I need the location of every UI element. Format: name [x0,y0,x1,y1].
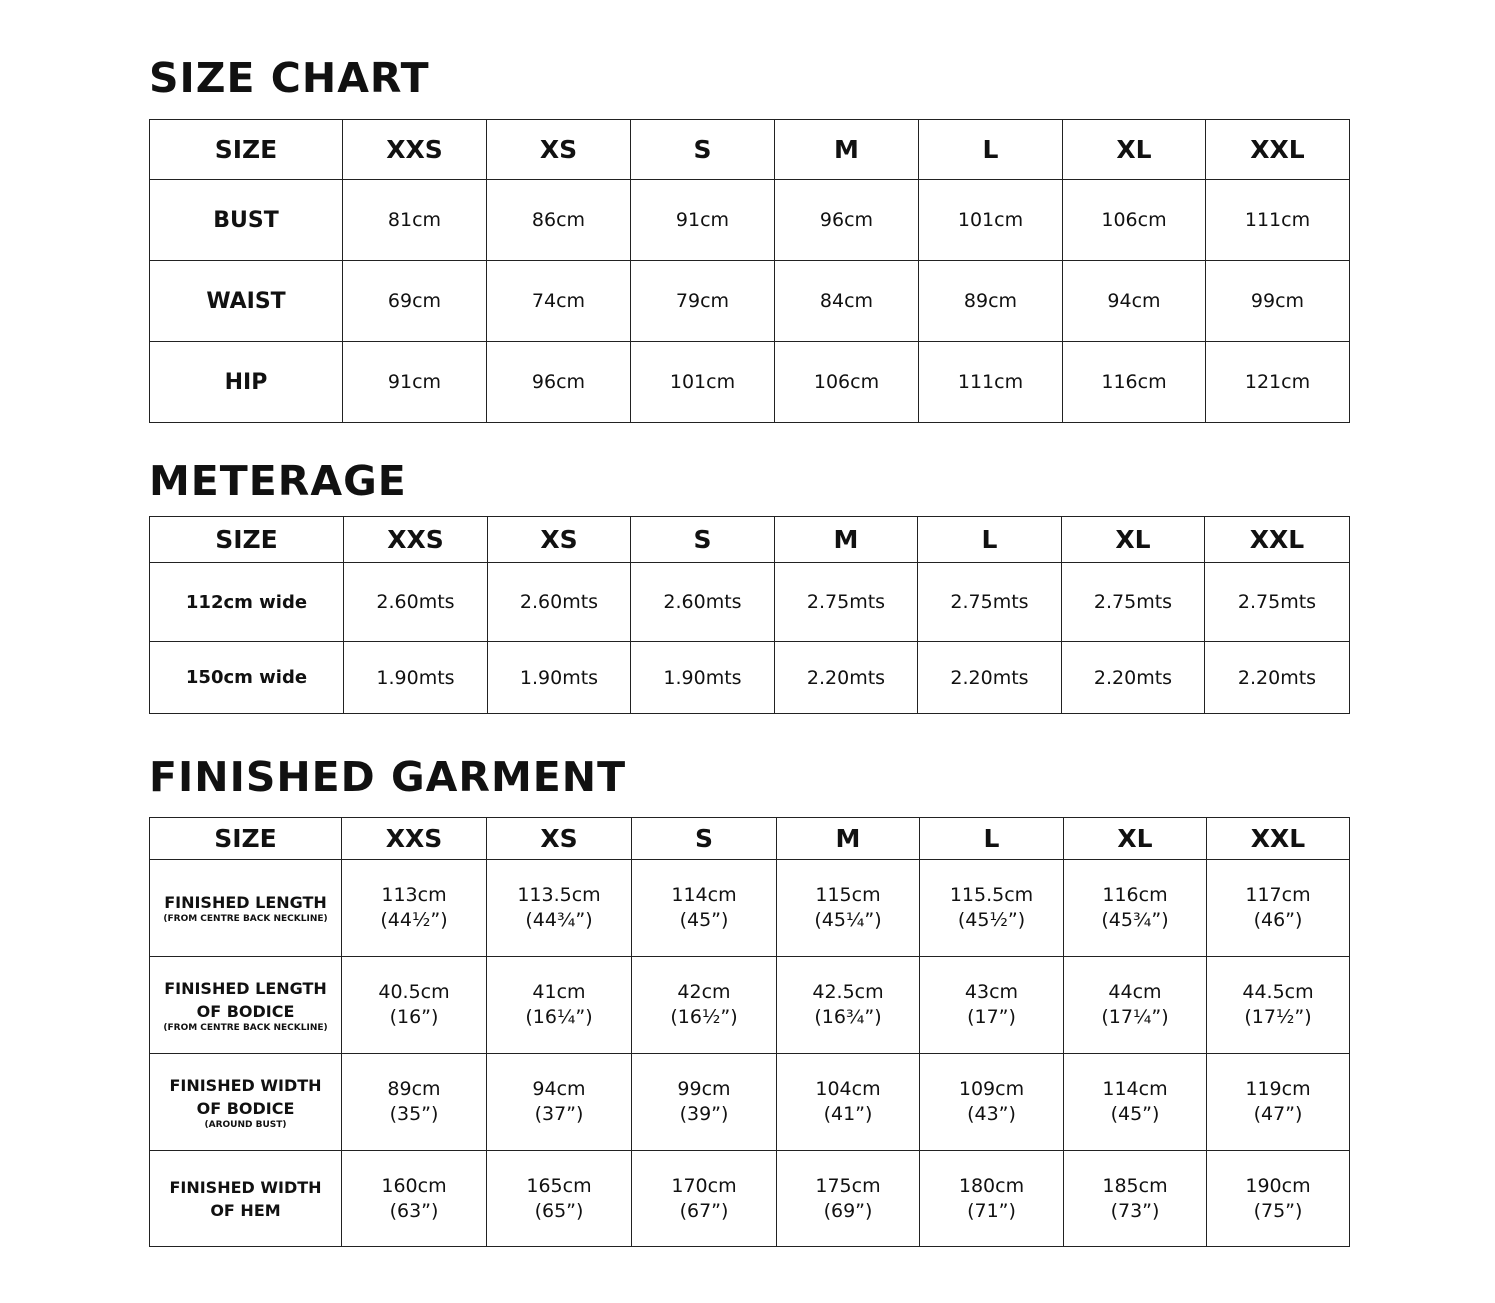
cell: 2.60mts [488,563,631,642]
header-xl: XL [1064,818,1207,860]
cm-value: 109cm [958,1078,1025,1100]
row-label-waist: WAIST [150,261,343,342]
cell: 91cm [631,180,775,261]
header-xxl: XXL [1206,120,1350,180]
inch-value: (45”) [1110,1103,1160,1125]
cell: 91cm [343,342,487,423]
cell: 106cm [1063,180,1206,261]
cell: 79cm [631,261,775,342]
cell: 121cm [1206,342,1350,423]
header-s: S [631,120,775,180]
cell [487,1054,632,1151]
cm-value: 117cm [1245,884,1311,906]
cell: 81cm [343,180,487,261]
cell: 2.20mts [1205,642,1350,714]
size-chart-table [149,119,1350,423]
cell: 2.60mts [344,563,488,642]
cell [920,1054,1064,1151]
cell: 84cm [775,261,919,342]
table-row [150,642,1350,714]
cell [1064,957,1207,1054]
cell: 1.90mts [488,642,631,714]
inch-value: (63”) [389,1199,439,1222]
size-chart-header-row [150,120,1350,180]
inch-value: (65”) [534,1199,584,1222]
header-l: L [919,120,1063,180]
inch-value: (45¾”) [1101,909,1169,931]
cm-value: 42cm [677,981,731,1003]
inch-value: (45¼”) [814,909,882,931]
inch-value: (43”) [967,1103,1016,1125]
cell: 2.75mts [1062,563,1205,642]
header-m: M [777,818,920,860]
cell [632,1151,777,1247]
row-label-112cm-wide: 112cm wide [150,563,344,642]
cm-value: 114cm [671,884,737,906]
inch-value: (16½”) [670,1006,738,1028]
cell [1064,860,1207,957]
cm-value: 44.5cm [1242,981,1314,1003]
row-label-line: FINISHED LENGTH [164,893,327,912]
cm-value: 114cm [1102,1078,1168,1100]
row-label-line: OF BODICE [196,1001,295,1021]
cm-value: 175cm [815,1174,881,1197]
header-xl: XL [1062,517,1205,563]
cm-value: 115.5cm [949,884,1034,906]
cell: 106cm [775,342,919,423]
cell: 111cm [1206,180,1350,261]
cell: 111cm [919,342,1063,423]
row-label-note: (FROM CENTRE BACK NECKLINE) [163,914,328,924]
row-label-hip: HIP [150,342,343,423]
cell [342,1054,487,1151]
cm-value: 170cm [671,1174,737,1197]
row-label-finished-width-of-hem [150,1151,342,1247]
cell [1207,1054,1350,1151]
cell: 96cm [775,180,919,261]
cm-value: 160cm [381,1174,447,1197]
inch-value: (47”) [1253,1103,1303,1125]
cm-value: 116cm [1102,884,1168,906]
row-label-line: FINISHED WIDTH [169,1177,322,1197]
table-row [150,180,1350,261]
header-xs: XS [488,517,631,563]
meterage-header-row [150,517,1350,563]
cell [920,860,1064,957]
finished-garment-header-row [150,818,1350,860]
cm-value: 43cm [964,981,1019,1003]
cell: 1.90mts [344,642,488,714]
cell [777,1151,920,1247]
cell: 86cm [487,180,631,261]
cell: 96cm [487,342,631,423]
cell [1207,1151,1350,1247]
header-l: L [918,517,1062,563]
cm-value: 40.5cm [378,981,450,1003]
cm-value: 190cm [1245,1174,1311,1197]
inch-value: (45”) [679,909,729,931]
table-row [150,860,1350,957]
cell: 2.20mts [1062,642,1205,714]
cell [487,1151,632,1247]
cell [487,860,632,957]
cell: 89cm [919,261,1063,342]
row-label-line: OF HEM [210,1200,281,1220]
cell: 2.75mts [918,563,1062,642]
inch-value: (46”) [1253,909,1303,931]
cell [777,860,920,957]
cell [632,860,777,957]
finished-garment-title: FINISHED GARMENT [149,753,627,801]
table-row [150,1151,1350,1247]
table-row [150,261,1350,342]
row-label-line: FINISHED LENGTH [164,978,327,998]
header-xs: XS [487,120,631,180]
cell [1207,957,1350,1054]
cm-value: 99cm [677,1078,731,1100]
cell: 2.75mts [775,563,918,642]
inch-value: (16¼”) [525,1006,593,1028]
cm-value: 94cm [532,1078,586,1100]
cell [632,957,777,1054]
inch-value: (71”) [967,1199,1016,1222]
cell: 2.20mts [775,642,918,714]
cell [1064,1054,1207,1151]
inch-value: (17¼”) [1101,1006,1169,1028]
cell [342,860,487,957]
header-xxl: XXL [1205,517,1350,563]
header-xxs: XXS [343,120,487,180]
row-label-line: FINISHED WIDTH [169,1075,322,1095]
inch-value: (16¾”) [814,1006,882,1028]
cm-value: 119cm [1245,1078,1311,1100]
cell [920,957,1064,1054]
cm-value: 185cm [1102,1174,1168,1197]
cell [777,957,920,1054]
cm-value: 165cm [526,1174,592,1197]
row-label-bust: BUST [150,180,343,261]
cell [920,1151,1064,1247]
cell: 2.60mts [631,563,775,642]
cell [777,1054,920,1151]
meterage-title: METERAGE [149,457,407,505]
inch-value: (39”) [679,1103,729,1125]
row-label-150cm-wide: 150cm wide [150,642,344,714]
table-row [150,563,1350,642]
inch-value: (69”) [823,1199,873,1222]
row-label-finished-length-of-bodice [150,957,342,1054]
row-label-note: (FROM CENTRE BACK NECKLINE) [163,1022,328,1033]
inch-value: (41”) [823,1103,873,1125]
header-size: SIZE [150,517,344,563]
finished-garment-table [149,817,1350,1247]
cm-value: 180cm [958,1174,1025,1197]
cell: 69cm [343,261,487,342]
header-m: M [775,120,919,180]
table-row [150,342,1350,423]
inch-value: (44¾”) [525,909,593,931]
inch-value: (44½”) [380,909,448,931]
cm-value: 41cm [532,981,586,1003]
inch-value: (16”) [389,1006,439,1028]
inch-value: (67”) [679,1199,729,1222]
header-size: SIZE [150,818,342,860]
inch-value: (17½”) [1244,1006,1312,1028]
cm-value: 42.5cm [812,981,884,1003]
inch-value: (35”) [389,1103,439,1125]
cell: 2.20mts [918,642,1062,714]
size-chart-title: SIZE CHART [149,54,430,102]
cell: 101cm [919,180,1063,261]
inch-value: (75”) [1253,1199,1303,1222]
header-l: L [920,818,1064,860]
cell [487,957,632,1054]
cm-value: 115cm [815,884,881,906]
cm-value: 89cm [387,1078,441,1100]
header-xl: XL [1063,120,1206,180]
inch-value: (37”) [534,1103,584,1125]
header-s: S [631,517,775,563]
cell [342,957,487,1054]
cell: 101cm [631,342,775,423]
header-size: SIZE [150,120,343,180]
row-label-line: OF BODICE [196,1098,295,1118]
cell: 74cm [487,261,631,342]
cell: 94cm [1063,261,1206,342]
header-xxs: XXS [344,517,488,563]
cell: 116cm [1063,342,1206,423]
row-label-note: (AROUND BUST) [204,1119,287,1130]
cell [1064,1151,1207,1247]
cm-value: 113cm [381,884,447,906]
table-row [150,957,1350,1054]
header-xs: XS [487,818,632,860]
cm-value: 113.5cm [517,884,601,906]
meterage-table [149,516,1350,714]
cell: 99cm [1206,261,1350,342]
header-xxs: XXS [342,818,487,860]
cell [632,1054,777,1151]
cell [1207,860,1350,957]
cell [342,1151,487,1247]
table-row [150,1054,1350,1151]
inch-value: (73”) [1110,1199,1160,1222]
inch-value: (17”) [967,1006,1016,1028]
inch-value: (45½”) [957,909,1026,931]
cm-value: 44cm [1108,981,1162,1003]
header-xxl: XXL [1207,818,1350,860]
cm-value: 104cm [815,1078,881,1100]
cell: 1.90mts [631,642,775,714]
header-s: S [632,818,777,860]
row-label-finished-width-of-bodice [150,1054,342,1151]
cell: 2.75mts [1205,563,1350,642]
header-m: M [775,517,918,563]
row-label-finished-length [150,860,342,957]
